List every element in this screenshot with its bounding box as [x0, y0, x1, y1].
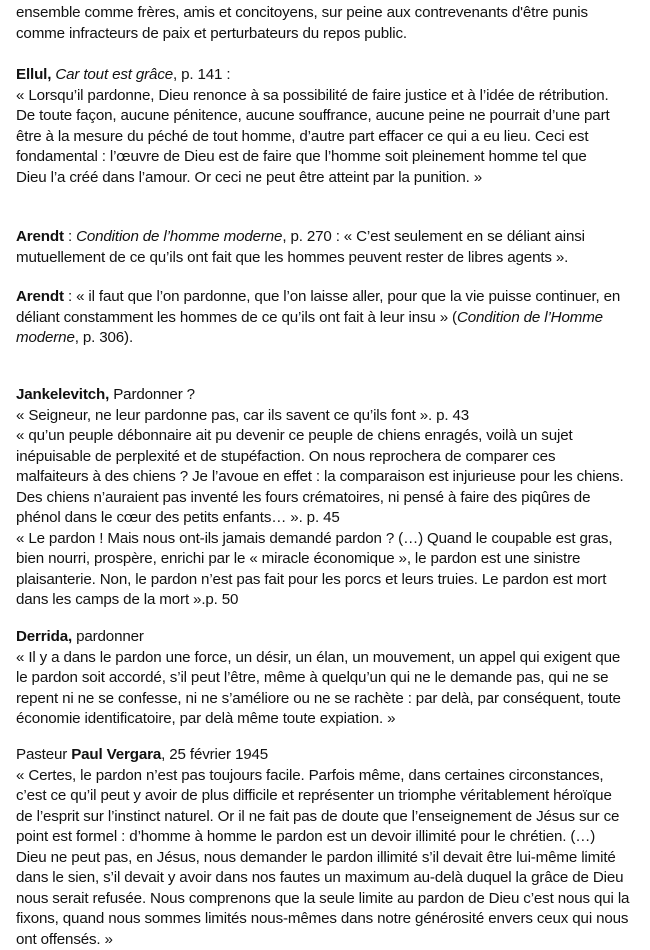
- quote-line: bien nourri, prospère, enrichi par le « miracle économique », le pardon est une sinistre: [16, 549, 644, 570]
- quote-line: phénol dans le cœur des petits enfants… ». p. 45: [16, 508, 644, 529]
- quote-line: fondamental : l’œuvre de Dieu est de faire que l’homme soit pleinement homme tel que: [16, 147, 644, 168]
- quote-ellul: [16, 65, 646, 188]
- quote-author: Paul Vergara: [71, 746, 161, 763]
- quote-line: dans le sien, s’il devait y avoir dans nos fautes un maximum au-delà duquel la grâce de Dieu: [16, 868, 644, 889]
- quote-heading: Arendt : « il faut que l’on pardonne, que l’on laisse aller, pour que la vie puisse continuer, en: [16, 287, 644, 308]
- quote-line: « Le pardon ! Mais nous ont-ils jamais demandé pardon ? (…) Quand le coupable est gras,: [16, 529, 644, 550]
- quote-line: « Seigneur, ne leur pardonne pas, car ils savent ce qu’ils font ». p. 43: [16, 406, 644, 427]
- intro-paragraph: [16, 3, 646, 44]
- quote-line: fixons, quand nous sommes limités nous-mêmes dans notre générosité envers ceux qui nous: [16, 909, 644, 930]
- quote-derrida: [16, 627, 646, 730]
- quote-work: Condition de l’Homme: [457, 309, 603, 326]
- quote-line: de l’esprit sur l’instinct naturel. Or il ne fait pas de doute que l’enseignement de Jésus sur ce: [16, 807, 644, 828]
- quote-line: inépuisable de perplexité et de stupéfaction. On nous reprochera de comparer ces: [16, 447, 644, 468]
- quote-line: Dieu l’a créé dans l’amour. Or ceci ne peut être atteint par la punition. »: [16, 168, 644, 189]
- quote-line: dans les camps de la mort ».p. 50: [16, 590, 644, 611]
- quote-jankelevitch: [16, 385, 646, 611]
- quote-heading: Derrida, pardonner: [16, 627, 644, 648]
- quote-line: être à la mesure du péché de tout homme, d’autre part effacer ce qui a eu lieu. Ceci est: [16, 127, 644, 148]
- intro-line: comme infracteurs de paix et perturbateurs du repos public.: [16, 24, 644, 45]
- quote-author: Arendt: [16, 288, 64, 305]
- quote-line: point est formel : d’homme à homme le pardon est un devoir illimité pour le chrétien. (…): [16, 827, 644, 848]
- quote-heading: Arendt : Condition de l’homme moderne, p. 270 : « C’est seulement en se déliant ainsi: [16, 227, 644, 248]
- quote-line: Dieu ne peut pas, en Jésus, nous demander le pardon illimité s’il devait être lui-même limité: [16, 848, 644, 869]
- quote-heading: Pasteur Paul Vergara, 25 février 1945: [16, 745, 644, 766]
- quote-line: « Il y a dans le pardon une force, un désir, un élan, un mouvement, un appel qui exigent que: [16, 648, 644, 669]
- quote-line: déliant constamment les hommes de ce qu’ils ont fait à leur insu » (Condition de l’Homme: [16, 308, 644, 329]
- quote-author: Jankelevitch,: [16, 386, 109, 403]
- quote-line: Des chiens n’auraient pas inventé les fours crématoires, ni pensé à faire des piqûres de: [16, 488, 644, 509]
- quote-line: moderne, p. 306).: [16, 328, 644, 349]
- quote-line: repent ni ne se confesse, ni ne s’améliore ou ne se rachète : par delà, par conséquent, toute: [16, 689, 644, 710]
- quote-line: plaisanterie. Non, le pardon n’est pas fait pour les porcs et leurs truies. Le pardon est mort: [16, 570, 644, 591]
- intro-line: ensemble comme frères, amis et concitoyens, sur peine aux contrevenants d'être punis: [16, 3, 644, 24]
- quote-line: ont offensés. »: [16, 930, 644, 950]
- quote-vergara: [16, 745, 646, 950]
- quote-line: économie identificatoire, par delà même toute expiation. »: [16, 709, 644, 730]
- quote-work: moderne: [16, 329, 75, 346]
- quote-heading: [16, 65, 644, 86]
- quote-author: Derrida,: [16, 628, 72, 645]
- quote-line: le pardon soit accordé, s’il peut l’être, même à quelqu’un qui ne le demande pas, qui ne se: [16, 668, 644, 689]
- quote-work: Condition de l’homme moderne: [76, 228, 282, 245]
- quote-line: De toute façon, aucune pénitence, aucune souffrance, aucune peine ne pourrait d’une part: [16, 106, 644, 127]
- quote-arendt-2: [16, 287, 646, 349]
- quote-line: mutuellement de ce qu’ils ont fait que les hommes peuvent rester de libres agents ».: [16, 248, 644, 269]
- quote-line: « qu’un peuple débonnaire ait pu devenir ce peuple de chiens enragés, voilà un sujet: [16, 426, 644, 447]
- quote-line: malfaiteurs à des chiens ? Je l’avoue en effet : la comparaison est injurieuse pour les chiens.: [16, 467, 644, 488]
- quote-heading: Jankelevitch, Pardonner ?: [16, 385, 644, 406]
- quote-author: Arendt: [16, 228, 64, 245]
- quote-author: Ellul,: [16, 66, 51, 83]
- quote-work: Car tout est grâce: [55, 66, 173, 83]
- quote-page: , p. 141 :: [173, 66, 230, 83]
- quote-line: « Lorsqu’il pardonne, Dieu renonce à sa possibilité de faire justice et à l’idée de rétribution.: [16, 86, 644, 107]
- quote-line: « Certes, le pardon n’est pas toujours facile. Parfois même, dans certaines circonstances,: [16, 766, 644, 787]
- quote-line: c’est ce qu’il peut y avoir de plus difficile et représenter un triomphe véritablement héroïque: [16, 786, 644, 807]
- quote-line: nous serait refusée. Nous comprenons que la seule limite au pardon de Dieu c’est nous qui la: [16, 889, 644, 910]
- quote-arendt-1: [16, 227, 646, 268]
